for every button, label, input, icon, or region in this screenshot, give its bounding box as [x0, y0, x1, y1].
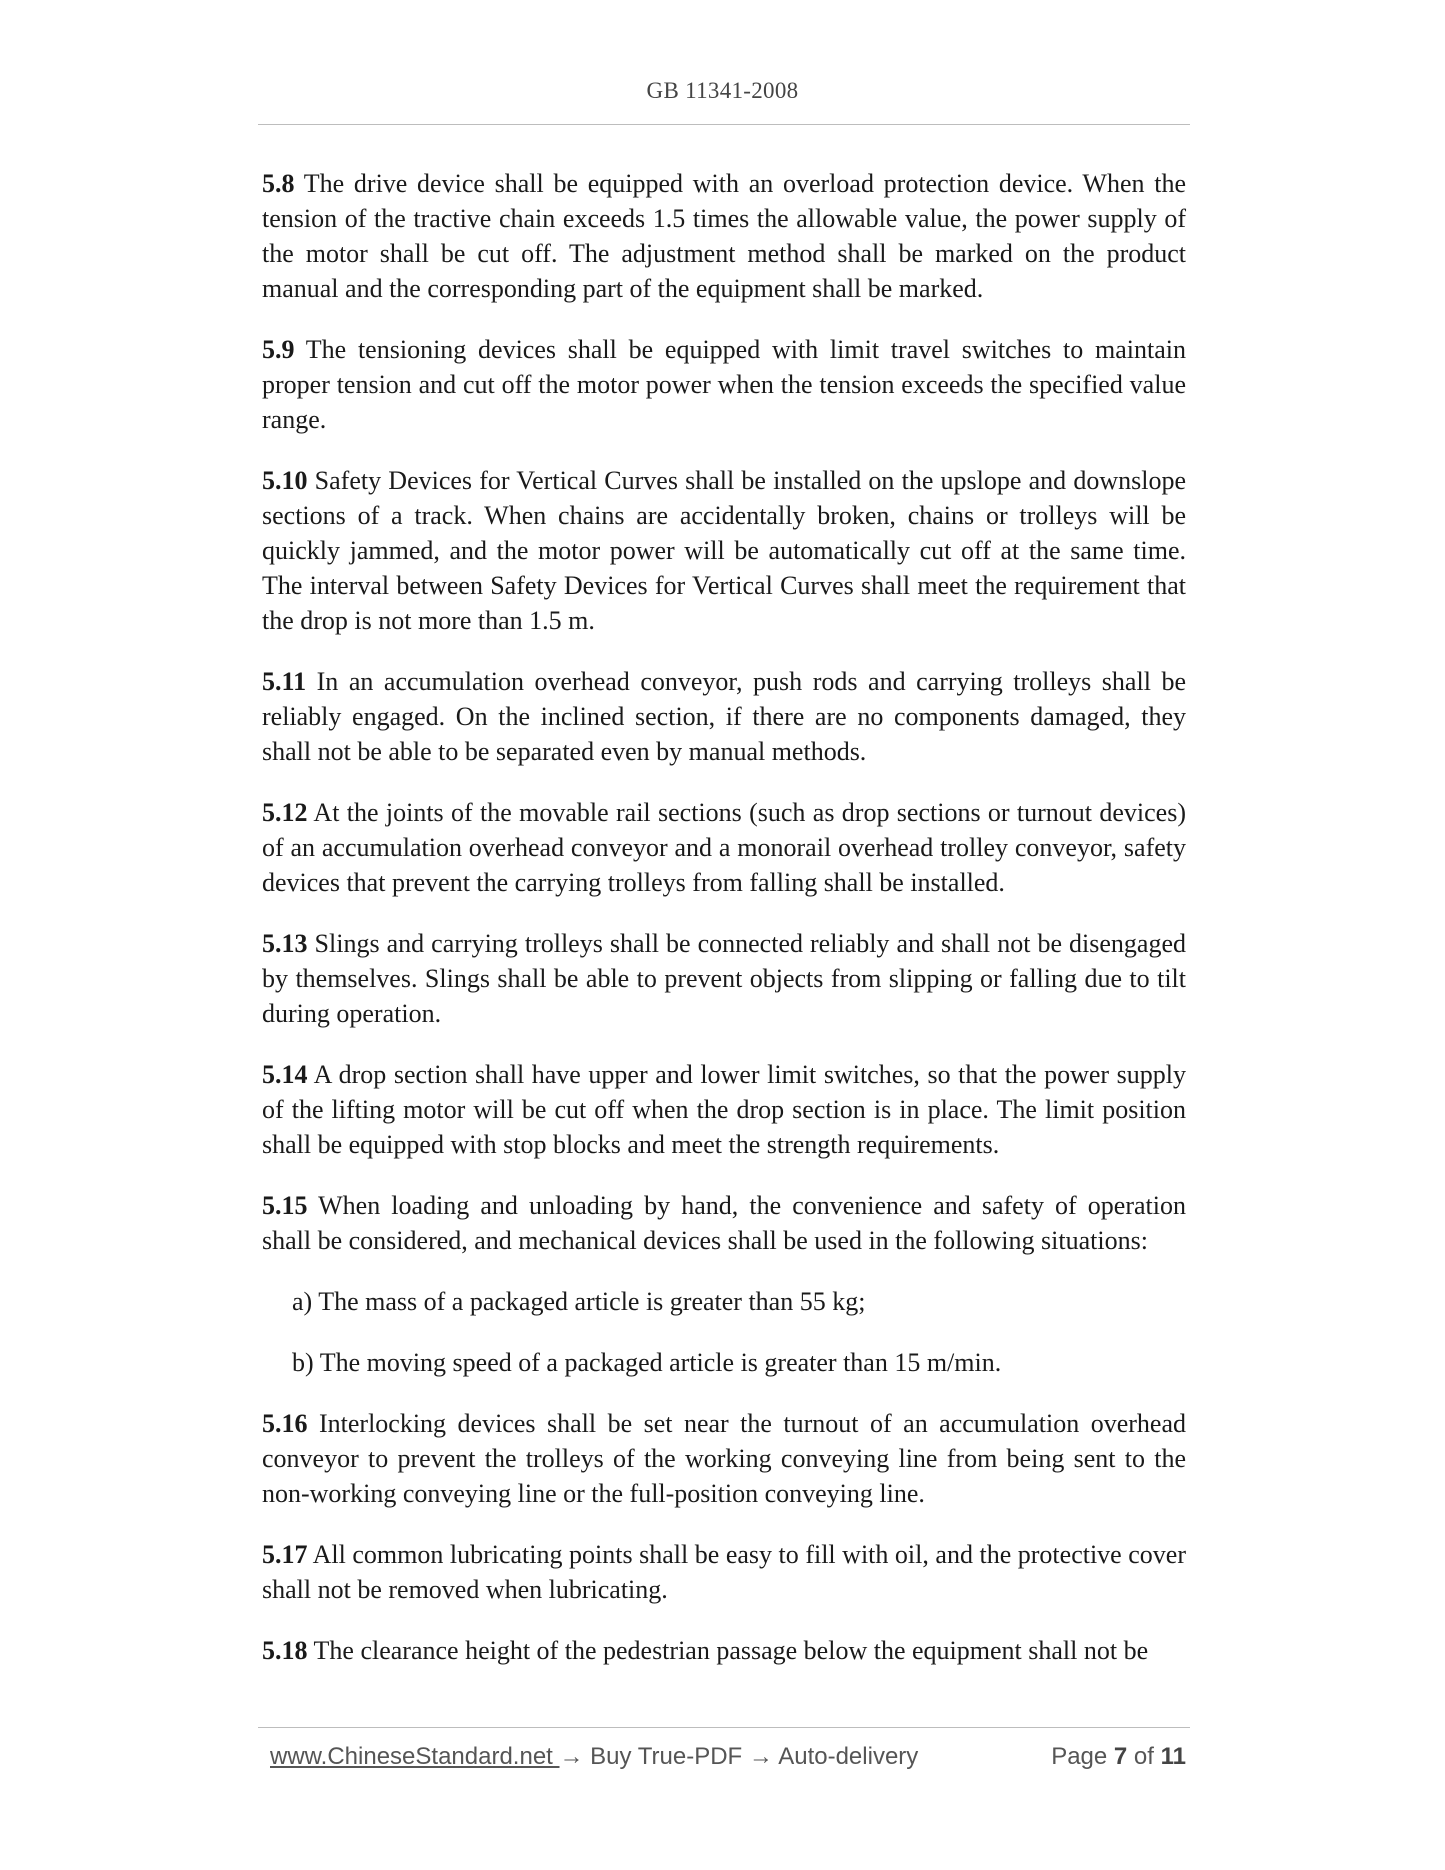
clause-number: 5.12 — [262, 798, 308, 827]
clause-number: 5.17 — [262, 1540, 308, 1569]
clause-text: A drop section shall have upper and lower limit switches, so that the power supply of the lifting motor will be cut off when the drop section is in place. The limit position shall be equipped with stop blocks and meet the strength requirements. — [262, 1060, 1186, 1159]
of-label: of — [1127, 1743, 1161, 1770]
clause-text: The clearance height of the pedestrian passage below the equipment shall not be — [307, 1636, 1149, 1665]
clause-5-13 — [262, 926, 1186, 1031]
list-item-b: b) The moving speed of a packaged article is greater than 15 m/min. — [292, 1348, 1002, 1377]
clause-number: 5.16 — [262, 1409, 308, 1438]
page-header: GB 11341-2008 — [646, 78, 799, 103]
clause-text: Safety Devices for Vertical Curves shall be installed on the upslope and downslope sections of a track. When chains are accidentally broken, chains or trolleys will be quickly jammed, and the motor power will be automatically cut off at the same time. The interval between Safety Devices for Vertical Curves shall meet the requirement that the drop is not more than 1.5 m. — [262, 466, 1186, 635]
clause-text: All common lubricating points shall be easy to fill with oil, and the protective cover shall not be removed when lubricating. — [262, 1540, 1186, 1604]
clause-5-12 — [262, 795, 1186, 900]
page-total: 11 — [1160, 1743, 1186, 1770]
clause-number: 5.9 — [262, 335, 295, 364]
clause-5-9 — [262, 332, 1186, 437]
clause-text: The tensioning devices shall be equipped with limit travel switches to maintain proper tension and cut off the motor power when the tension exceeds the specified value range. — [262, 335, 1186, 434]
clause-text: Slings and carrying trolleys shall be connected reliably and shall not be disengaged by themselves. Slings shall be able to prevent objects from slipping or falling due to tilt during operation. — [262, 929, 1186, 1028]
clause-number: 5.15 — [262, 1191, 308, 1220]
footer-promo-text: → Buy True-PDF → Auto-delivery — [559, 1743, 919, 1770]
clause-number: 5.10 — [262, 466, 308, 495]
clause-number: 5.8 — [262, 169, 295, 198]
clause-5-16 — [262, 1406, 1186, 1511]
clause-text: At the joints of the movable rail sections (such as drop sections or turnout devices) of an accumulation overhead conveyor and a monorail overhead trolley conveyor, safety devices that prevent the carrying trolleys from falling shall be installed. — [262, 798, 1186, 897]
clause-number: 5.11 — [262, 667, 307, 696]
clause-number: 5.14 — [262, 1060, 308, 1089]
site-link[interactable]: www.ChineseStandard.net — [270, 1743, 560, 1770]
clause-number: 5.13 — [262, 929, 308, 958]
page-number: 7 — [1113, 1743, 1128, 1770]
clause-5-8 — [262, 166, 1186, 306]
list-item-a: a) The mass of a packaged article is greater than 55 kg; — [292, 1287, 866, 1316]
clause-number: 5.18 — [262, 1636, 308, 1665]
clause-text: When loading and unloading by hand, the convenience and safety of operation shall be considered, and mechanical devices shall be used in the following situations: — [262, 1191, 1186, 1255]
page-label: Page — [1051, 1743, 1114, 1770]
clause-5-10 — [262, 463, 1186, 638]
clause-5-17 — [262, 1537, 1186, 1607]
header-rule — [258, 124, 1190, 125]
clause-5-15 — [262, 1188, 1186, 1258]
clause-text: Interlocking devices shall be set near the turnout of an accumulation overhead conveyor to prevent the trolleys of the working conveying line from being sent to the non-working conveying line or the full-position conveying line. — [262, 1409, 1186, 1508]
clause-5-11 — [262, 664, 1186, 769]
clause-5-18 — [262, 1633, 1186, 1668]
footer-promo — [270, 1743, 918, 1771]
clause-5-14 — [262, 1057, 1186, 1162]
document-body — [262, 166, 1186, 1694]
footer-rule — [258, 1727, 1190, 1728]
clause-text: In an accumulation overhead conveyor, push rods and carrying trolleys shall be reliably engaged. On the inclined section, if there are no components damaged, they shall not be able to be separated even by manual methods. — [262, 667, 1186, 766]
page-indicator — [1051, 1743, 1186, 1771]
page-footer — [270, 1743, 1186, 1777]
clause-text: The drive device shall be equipped with an overload protection device. When the tension of the tractive chain exceeds 1.5 times the allowable value, the power supply of the motor shall be cut off. The adjustment method shall be marked on the product manual and the corresponding part of the equipment shall be marked. — [262, 169, 1186, 303]
